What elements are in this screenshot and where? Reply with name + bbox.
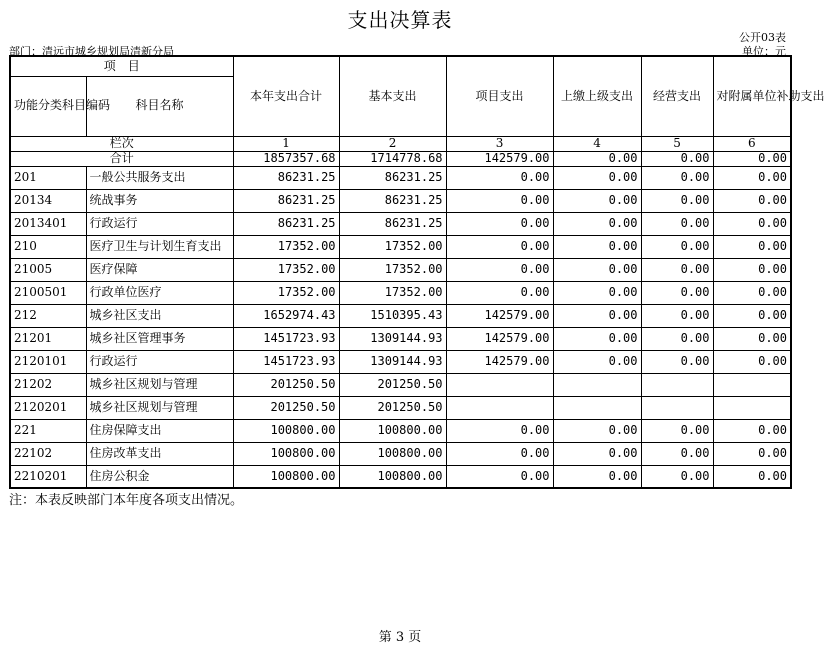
amount-cell: 0.00	[713, 166, 791, 189]
column-number: 1	[233, 136, 339, 151]
page-title: 支出决算表	[347, 8, 453, 32]
amount-cell: 0.00	[446, 258, 553, 281]
amount-cell: 86231.25	[339, 166, 446, 189]
subject-code: 2210201	[10, 465, 86, 488]
amount-cell: 0.00	[713, 235, 791, 258]
amount-cell: 0.00	[641, 189, 713, 212]
table-row	[10, 281, 791, 304]
amount-cell: 17352.00	[233, 281, 339, 304]
amount-cell: 0.00	[641, 465, 713, 488]
amount-cell: 17352.00	[339, 235, 446, 258]
amount-cell: 0.00	[553, 465, 641, 488]
expenditure-table	[9, 55, 825, 489]
amount-cell	[553, 373, 641, 396]
subject-code: 21201	[10, 327, 86, 350]
amount-cell: 0.00	[553, 235, 641, 258]
department-label: 部门：清远市城乡规划局清新分局	[9, 45, 174, 58]
table-row	[10, 235, 791, 258]
amount-cell: 86231.25	[339, 212, 446, 235]
subject-name: 医疗保障	[86, 258, 233, 281]
subject-name: 住房改革支出	[86, 442, 233, 465]
total-value: 1714778.68	[339, 151, 446, 166]
header-col-5: 经营支出	[641, 56, 713, 136]
table-row	[10, 212, 791, 235]
amount-cell: 0.00	[641, 166, 713, 189]
amount-cell: 0.00	[553, 166, 641, 189]
subject-code: 20134	[10, 189, 86, 212]
subject-name: 城乡社区规划与管理	[86, 396, 233, 419]
subject-name: 行政单位医疗	[86, 281, 233, 304]
page-number: 第 3 页	[378, 630, 422, 645]
amount-cell: 17352.00	[339, 281, 446, 304]
form-number: 公开03表	[739, 31, 786, 44]
amount-cell: 1451723.93	[233, 327, 339, 350]
amount-cell: 17352.00	[233, 235, 339, 258]
subject-name: 统战事务	[86, 189, 233, 212]
amount-cell: 86231.25	[233, 189, 339, 212]
amount-cell: 86231.25	[233, 166, 339, 189]
subject-code: 21005	[10, 258, 86, 281]
amount-cell: 0.00	[446, 442, 553, 465]
header-col-2: 基本支出	[339, 56, 446, 136]
subject-code: 2100501	[10, 281, 86, 304]
amount-cell: 201250.50	[233, 396, 339, 419]
amount-cell: 0.00	[553, 419, 641, 442]
amount-cell: 0.00	[553, 189, 641, 212]
header-col-4: 上缴上级支出	[553, 56, 641, 136]
table-row	[10, 373, 791, 396]
total-value: 0.00	[641, 151, 713, 166]
amount-cell: 0.00	[446, 465, 553, 488]
header-col-3: 项目支出	[446, 56, 553, 136]
subject-name: 行政运行	[86, 350, 233, 373]
amount-cell: 0.00	[641, 258, 713, 281]
amount-cell: 0.00	[713, 212, 791, 235]
table-row	[10, 465, 791, 488]
amount-cell: 1309144.93	[339, 327, 446, 350]
header-item: 项 目	[10, 56, 233, 76]
subject-code: 21202	[10, 373, 86, 396]
subject-code: 22102	[10, 442, 86, 465]
amount-cell: 86231.25	[233, 212, 339, 235]
subject-code: 201	[10, 166, 86, 189]
table-row	[10, 396, 791, 419]
table-row	[10, 327, 791, 350]
table-row	[10, 258, 791, 281]
amount-cell: 0.00	[641, 442, 713, 465]
total-label: 合计	[10, 151, 233, 166]
amount-cell: 1309144.93	[339, 350, 446, 373]
subject-name: 住房公积金	[86, 465, 233, 488]
total-value: 0.00	[713, 151, 791, 166]
table-note: 注：本表反映部门本年度各项支出情况。	[9, 493, 244, 508]
header-code: 功能分类科目编码	[10, 76, 86, 136]
amount-cell: 100800.00	[339, 442, 446, 465]
amount-cell: 0.00	[641, 281, 713, 304]
column-number: 5	[641, 136, 713, 151]
amount-cell: 0.00	[553, 350, 641, 373]
amount-cell: 0.00	[553, 258, 641, 281]
amount-cell: 0.00	[553, 327, 641, 350]
amount-cell: 142579.00	[446, 350, 553, 373]
header-col-6: 对附属单位补助支出	[713, 56, 791, 136]
column-number: 3	[446, 136, 553, 151]
amount-cell: 0.00	[713, 350, 791, 373]
amount-cell: 201250.50	[233, 373, 339, 396]
amount-cell: 201250.50	[339, 396, 446, 419]
header-name: 科目名称	[86, 76, 233, 136]
amount-cell: 100800.00	[233, 442, 339, 465]
unit-label: 单位：元	[742, 45, 786, 58]
amount-cell: 1451723.93	[233, 350, 339, 373]
subject-code: 2013401	[10, 212, 86, 235]
column-number: 4	[553, 136, 641, 151]
subject-code: 2120201	[10, 396, 86, 419]
amount-cell: 0.00	[446, 189, 553, 212]
amount-cell: 100800.00	[339, 419, 446, 442]
header-col-1: 本年支出合计	[233, 56, 339, 136]
amount-cell: 0.00	[553, 304, 641, 327]
amount-cell: 0.00	[446, 419, 553, 442]
amount-cell: 0.00	[713, 258, 791, 281]
table-row	[10, 166, 791, 189]
amount-cell: 0.00	[641, 419, 713, 442]
amount-cell: 201250.50	[339, 373, 446, 396]
amount-cell	[713, 373, 791, 396]
subject-code: 210	[10, 235, 86, 258]
amount-cell: 0.00	[446, 212, 553, 235]
amount-cell: 0.00	[713, 419, 791, 442]
amount-cell: 1510395.43	[339, 304, 446, 327]
subject-code: 2120101	[10, 350, 86, 373]
total-value: 142579.00	[446, 151, 553, 166]
amount-cell: 0.00	[553, 442, 641, 465]
table-row	[10, 442, 791, 465]
subject-name: 住房保障支出	[86, 419, 233, 442]
amount-cell: 0.00	[713, 281, 791, 304]
amount-cell: 0.00	[713, 189, 791, 212]
amount-cell: 0.00	[641, 235, 713, 258]
table-row	[10, 189, 791, 212]
subject-code: 212	[10, 304, 86, 327]
amount-cell: 86231.25	[339, 189, 446, 212]
amount-cell: 100800.00	[339, 465, 446, 488]
amount-cell: 100800.00	[233, 419, 339, 442]
amount-cell: 0.00	[713, 327, 791, 350]
column-number-label: 栏次	[10, 136, 233, 151]
amount-cell: 142579.00	[446, 327, 553, 350]
amount-cell: 1652974.43	[233, 304, 339, 327]
amount-cell: 0.00	[641, 350, 713, 373]
amount-cell: 0.00	[553, 281, 641, 304]
column-number: 2	[339, 136, 446, 151]
amount-cell: 0.00	[713, 442, 791, 465]
amount-cell	[641, 373, 713, 396]
amount-cell: 100800.00	[233, 465, 339, 488]
subject-name: 城乡社区支出	[86, 304, 233, 327]
subject-name: 行政运行	[86, 212, 233, 235]
amount-cell: 17352.00	[233, 258, 339, 281]
amount-cell	[446, 396, 553, 419]
amount-cell: 0.00	[641, 304, 713, 327]
amount-cell	[553, 396, 641, 419]
subject-name: 一般公共服务支出	[86, 166, 233, 189]
amount-cell: 0.00	[641, 327, 713, 350]
amount-cell	[713, 396, 791, 419]
total-value: 1857357.68	[233, 151, 339, 166]
amount-cell: 0.00	[641, 212, 713, 235]
table-row	[10, 350, 791, 373]
total-row	[10, 151, 791, 166]
amount-cell: 0.00	[446, 166, 553, 189]
subject-code: 221	[10, 419, 86, 442]
subject-name: 医疗卫生与计划生育支出	[86, 235, 233, 258]
column-number: 6	[713, 136, 791, 151]
amount-cell	[641, 396, 713, 419]
subject-name: 城乡社区管理事务	[86, 327, 233, 350]
total-value: 0.00	[553, 151, 641, 166]
amount-cell: 17352.00	[339, 258, 446, 281]
table-row	[10, 304, 791, 327]
table-row	[10, 419, 791, 442]
subject-name: 城乡社区规划与管理	[86, 373, 233, 396]
amount-cell: 0.00	[446, 235, 553, 258]
amount-cell: 0.00	[553, 212, 641, 235]
amount-cell: 0.00	[713, 465, 791, 488]
amount-cell: 142579.00	[446, 304, 553, 327]
amount-cell: 0.00	[713, 304, 791, 327]
amount-cell	[446, 373, 553, 396]
amount-cell: 0.00	[446, 281, 553, 304]
